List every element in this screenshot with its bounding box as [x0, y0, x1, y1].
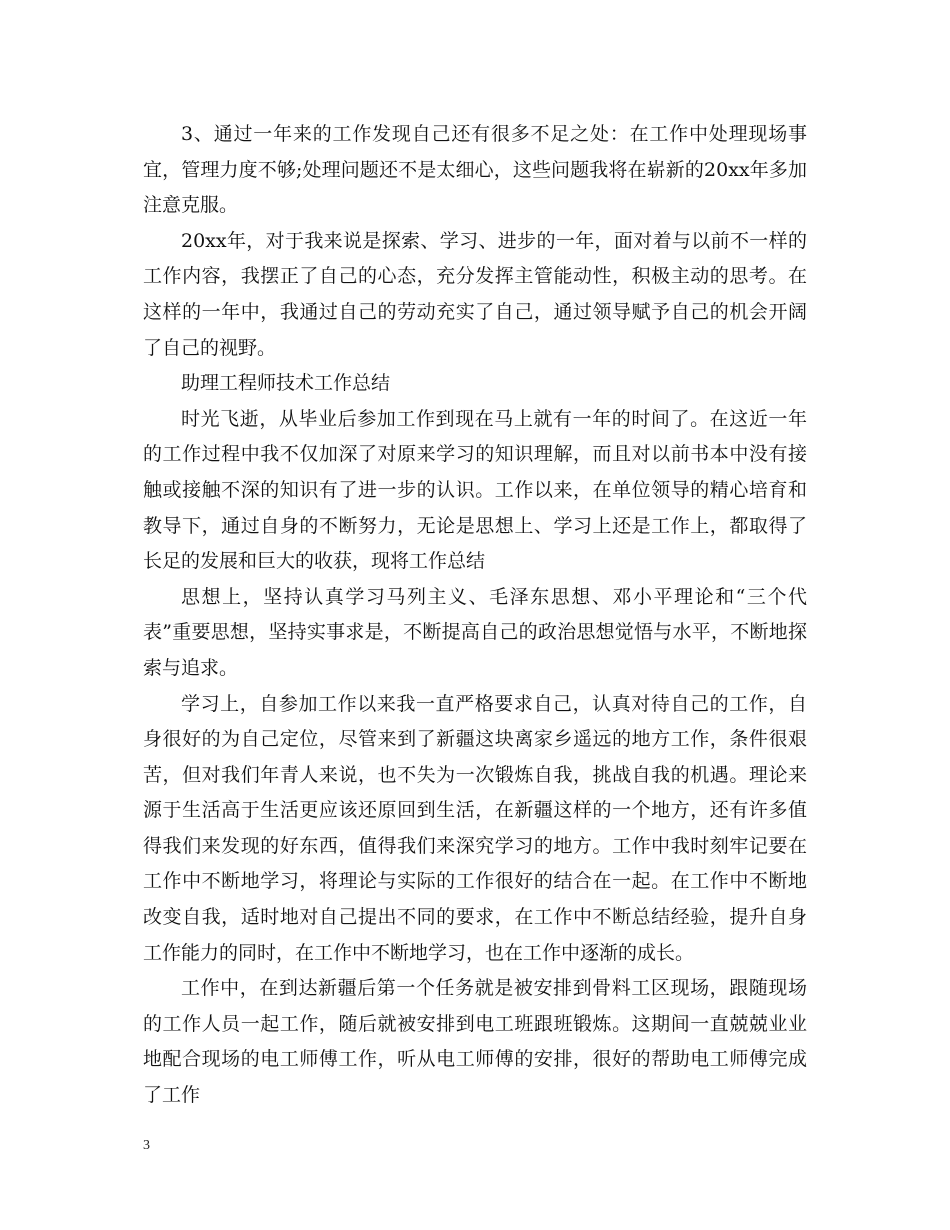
paragraph-shortcomings: 3、通过一年来的工作发现自己还有很多不足之处：在工作中处理现场事宜，管理力度不够;处理问题还不是太细心，这些问题我将在崭新的20xx年多加注意克服。: [143, 123, 807, 217]
document-body: [143, 117, 807, 1114]
paragraph-year-summary: 20xx年，对于我来说是探索、学习、进步的一年，面对着与以前不一样的工作内容，我摆正了自己的心态，充分发挥主管能动性，积极主动的思考。在这样的一年中，我通过自己的劳动充实了自己，通过领导赋予自己的机会开阔了自己的视野。: [143, 229, 807, 359]
section-heading: 助理工程师技术工作总结: [181, 372, 391, 395]
paragraph-intro: 时光飞逝，从毕业后参加工作到现在马上就有一年的时间了。在这近一年的工作过程中我不仅加深了对原来学习的知识理解，而且对以前书本中没有接触或接触不深的知识有了进一步的认识。工作以来，在单位领导的精心培育和教导下，通过自身的不断努力，无论是思想上、学习上还是工作上，都取得了长足的发展和巨大的收获，现将工作总结: [143, 407, 807, 573]
paragraph-work: 工作中，在到达新疆后第一个任务就是被安排到骨料工区现场，跟随现场的工作人员一起工作，随后就被安排到电工班跟班锻炼。这期间一直兢兢业业地配合现场的电工师傅工作，听从电工师傅的安排，很好的帮助电工师傅完成了工作: [143, 977, 807, 1107]
paragraph-study: 学习上，自参加工作以来我一直严格要求自己，认真对待自己的工作，自身很好的为自己定位，尽管来到了新疆这块离家乡遥远的地方工作，条件很艰苦，但对我们年青人来说，也不失为一次锻炼自我，挑战自我的机遇。理论来源于生活高于生活更应该还原回到生活，在新疆这样的一个地方，还有许多值得我们来发现的好东西，值得我们来深究学习的地方。工作中我时刻牢记要在工作中不断地学习，将理论与实际的工作很好的结合在一起。在工作中不断地改变自我，适时地对自己提出不同的要求，在工作中不断总结经验，提升自身工作能力的同时，在工作中不断地学习，也在工作中逐渐的成长。: [143, 692, 807, 964]
paragraph-ideology: 思想上，坚持认真学习马列主义、毛泽东思想、邓小平理论和“三个代表”重要思想，坚持实事求是，不断提高自己的政治思想觉悟与水平，不断地探索与追求。: [143, 585, 807, 679]
page-number: 3: [143, 1138, 150, 1153]
